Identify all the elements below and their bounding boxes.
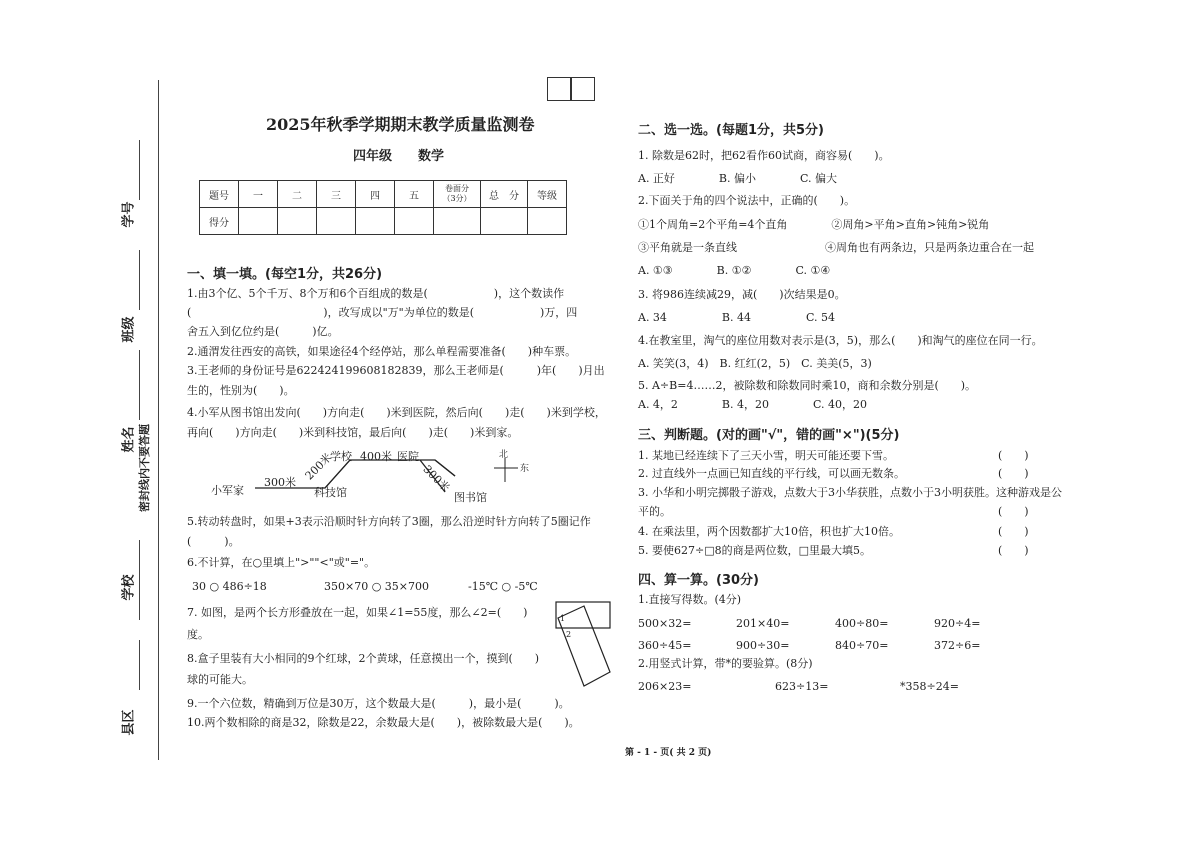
question-line: 度。: [187, 628, 209, 641]
score-table: [199, 180, 567, 235]
choice-line: ①1个周角=2个平角=4个直角 ②周角>平角>直角>钝角>锐角: [638, 218, 990, 231]
compass-east: 东: [520, 464, 530, 474]
district-label: 县区: [121, 709, 137, 736]
choice-line: 4.在教室里，淘气的座位用数对表示是(3，5)，那么( )和淘气的座位在同一行。: [638, 334, 1043, 347]
compare-item: 350×70 ○ 35×700: [324, 580, 430, 593]
calc-item: 372÷6=: [934, 639, 981, 652]
score-cell[interactable]: [434, 208, 481, 235]
judge-answer[interactable]: ( ): [998, 467, 1029, 480]
score-header-cell: 五: [395, 181, 434, 208]
calc-item: 201×40=: [736, 617, 790, 630]
choice-line: A. ①③ B. ①② C. ①④: [638, 264, 831, 277]
judge-line: 4. 在乘法里，两个因数都扩大10倍，积也扩大10倍。: [638, 525, 900, 538]
choice-line: A. 4，2 B. 4，20 C. 40，20: [638, 398, 868, 411]
map-hospital: 医院: [397, 450, 419, 463]
calc-item: 840÷70=: [835, 639, 889, 652]
name-label: 姓名: [121, 426, 137, 453]
judge-answer[interactable]: ( ): [998, 505, 1029, 518]
question-line: 10.两个数相除的商是32，除数是22，余数最大是( )，被除数最大是( )。: [187, 716, 580, 729]
choice-line: 2.下面关于角的四个说法中，正确的( )。: [638, 194, 856, 207]
score-header-cell: 等级: [528, 181, 567, 208]
question-line: 8.盒子里装有大小相同的9个红球，2个黄球，任意摸出一个，摸到( ): [187, 652, 540, 665]
map-distance-4: 300米: [420, 462, 453, 495]
question-line: 5.转动转盘时，如果+3表示沿顺时针方向转了3圈，那么沿逆时针方向转了5圈记作: [187, 515, 591, 528]
choice-line: 5. A÷B=4……2，被除数和除数同时乘10，商和余数分别是( )。: [638, 379, 977, 392]
score-cell[interactable]: [356, 208, 395, 235]
calc-item: 400÷80=: [835, 617, 889, 630]
choice-line: 1. 除数是62时，把62看作60试商，商容易( )。: [638, 149, 890, 162]
map-tech: 科技馆: [314, 486, 347, 499]
xingming-line: [139, 350, 140, 420]
score-header-cell: 三: [317, 181, 356, 208]
score-cell[interactable]: [317, 208, 356, 235]
score-cell[interactable]: [528, 208, 567, 235]
angle-1-label: 1: [560, 614, 566, 623]
score-header-cell: 卷面分 （3分）: [434, 181, 481, 208]
judge-line: 2. 过直线外一点画已知直线的平行线，可以画无数条。: [638, 467, 905, 480]
compare-item: 30 ○ 486÷18: [192, 580, 267, 593]
score-cell[interactable]: [481, 208, 528, 235]
calc-item: 900÷30=: [736, 639, 790, 652]
xuexiao-line: [139, 540, 140, 620]
score-cell[interactable]: [239, 208, 278, 235]
choice-line: A. 笑笑(3，4) B. 红红(2，5) C. 美美(5，3): [638, 357, 872, 370]
angle-2-label: 2: [566, 630, 572, 639]
judge-line: 3. 小华和小明完掷骰子游戏，点数大于3小华获胜，点数小于3小明获胜。这种游戏是公: [638, 486, 1062, 499]
score-cell[interactable]: [278, 208, 317, 235]
calc-item: 500×32=: [638, 617, 692, 630]
student-id-label: 学号: [121, 201, 137, 228]
score-table-header-row: [200, 181, 567, 208]
judge-line: 5. 要使627÷□8的商是两位数，□里最大填5。: [638, 544, 871, 557]
score-header-cell: 题号: [200, 181, 239, 208]
question-line: 球的可能大。: [187, 673, 253, 686]
calc-item: 920÷4=: [934, 617, 981, 630]
map-distance-3: 400米: [360, 450, 392, 463]
judge-answer[interactable]: ( ): [998, 525, 1029, 538]
vertical-calc-item: *358÷24=: [900, 680, 959, 693]
class-label: 班级: [121, 316, 137, 343]
question-line: 6.不计算，在○里填上">""<"或"="。: [187, 556, 376, 569]
choice-line: ③平角就是一条直线 ④周角也有两条边，只是两条边重合在一起: [638, 241, 1034, 254]
exam-subtitle: 四年级 数学: [353, 149, 445, 164]
section-2-title: 二、选一选。(每题1分，共5分): [638, 123, 824, 138]
page-footer: 第 - 1 - 页( 共 2 页): [625, 748, 712, 758]
map-distance-2: 200米: [302, 450, 335, 483]
score-cell[interactable]: [395, 208, 434, 235]
seal-notice: 密封线内不要答题: [138, 424, 151, 512]
section-1-title: 一、填一填。(每空1分，共26分): [187, 267, 383, 282]
corner-box-right: [570, 77, 595, 101]
score-header-cell: 二: [278, 181, 317, 208]
map-school: 学校: [330, 450, 352, 463]
question-line: 生的，性别为( )。: [187, 384, 295, 397]
question-line: 7. 如图，是两个长方形叠放在一起，如果∠1=55度，那么∠2=( ): [187, 606, 528, 619]
xuehao-line: [139, 140, 140, 200]
judge-answer[interactable]: ( ): [998, 449, 1029, 462]
score-row-label: 得分: [200, 208, 239, 235]
map-library: 图书馆: [454, 491, 487, 504]
question-line: 1.由3个亿、5个千万、8个万和6个百组成的数是( )，这个数读作: [187, 287, 565, 300]
section-4-sub-1: 1.直接写得数。(4分): [638, 593, 742, 606]
section-4-sub-2: 2.用竖式计算，带*的要验算。(8分): [638, 657, 813, 670]
judge-answer[interactable]: ( ): [998, 544, 1029, 557]
section-4-title: 四、算一算。(30分): [638, 573, 759, 588]
section-3-title: 三、判断题。(对的画"√"，错的画"×")(5分): [638, 428, 900, 443]
xianqu-line: [139, 640, 140, 690]
map-home: 小军家: [211, 484, 244, 497]
question-line: 9.一个六位数，精确到万位是30万，这个数最大是( )，最小是( )。: [187, 697, 570, 710]
school-label: 学校: [121, 574, 137, 601]
corner-box-left: [547, 77, 572, 101]
score-header-cell: 四: [356, 181, 395, 208]
question-line: 2.通渭发往西安的高铁，如果途径4个经停站，那么单程需要准备( )种车票。: [187, 345, 577, 358]
judge-line: 平的。: [638, 505, 671, 518]
calc-item: 360÷45=: [638, 639, 692, 652]
score-header-cell: 总 分: [481, 181, 528, 208]
question-line: 再向( )方向走( )米到科技馆，最后向( )走( )米到家。: [187, 426, 519, 439]
question-line: 3.王老师的身份证号是622424199608182839，那么王老师是( )年( )月出: [187, 364, 605, 377]
question-line: 舍五入到亿位约是( )亿。: [187, 325, 339, 338]
vertical-calc-item: 206×23=: [638, 680, 692, 693]
question-line: 4.小军从图书馆出发向( )方向走( )米到医院，然后向( )走( )米到学校，: [187, 406, 606, 419]
choice-line: A. 34 B. 44 C. 54: [638, 311, 836, 324]
choice-line: A. 正好 B. 偏小 C. 偏大: [638, 172, 838, 185]
compass-north: 北: [499, 450, 509, 460]
binding-line: [158, 80, 159, 760]
score-table-score-row: [200, 208, 567, 235]
vertical-calc-item: 623÷13=: [775, 680, 829, 693]
judge-line: 1. 某地已经连续下了三天小雪，明天可能还要下雪。: [638, 449, 894, 462]
choice-line: 3. 将986连续减29，减( )次结果是0。: [638, 288, 846, 301]
banji-line: [139, 250, 140, 310]
exam-title: 2025年秋季学期期末教学质量监测卷: [266, 115, 535, 134]
compare-item: -15℃ ○ -5℃: [468, 580, 538, 593]
question-line: ( )。: [187, 535, 240, 548]
question-line: ( )，改写成以"万"为单位的数是( )万，四: [187, 306, 578, 319]
score-header-cell: 一: [239, 181, 278, 208]
map-distance-1: 300米: [264, 476, 296, 489]
